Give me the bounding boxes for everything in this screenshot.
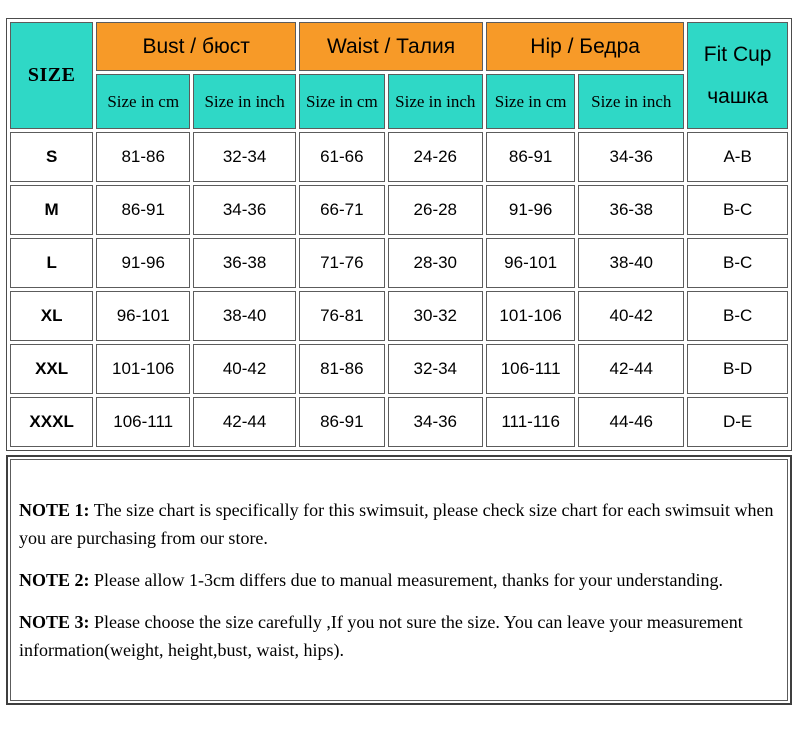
size-chart-table — [6, 18, 792, 451]
cup-cell: D-E — [687, 397, 788, 447]
table-row — [10, 291, 788, 341]
hip-cm-header: Size in cm — [486, 74, 575, 129]
bust-inch-cell: 36-38 — [193, 238, 296, 288]
hip-cm-cell: 101-106 — [486, 291, 575, 341]
waist-inch-cell: 28-30 — [388, 238, 483, 288]
waist-inch-cell: 30-32 — [388, 291, 483, 341]
size-cell: M — [10, 185, 93, 235]
size-cell: XXL — [10, 344, 93, 394]
hip-inch-cell: 44-46 — [578, 397, 684, 447]
bust-inch-cell: 38-40 — [193, 291, 296, 341]
hip-cm-cell: 96-101 — [486, 238, 575, 288]
bust-inch-header: Size in inch — [193, 74, 296, 129]
bust-cm-cell: 101-106 — [96, 344, 190, 394]
size-cell: S — [10, 132, 93, 182]
bust-inch-cell: 42-44 — [193, 397, 296, 447]
fit-cup-line2: чашка — [707, 84, 769, 108]
fit-cup-line1: Fit Cup — [703, 42, 772, 66]
size-column-header: SIZE — [10, 22, 93, 129]
hip-inch-cell: 42-44 — [578, 344, 684, 394]
note-2-text: Please allow 1-3cm differs due to manual measurement, thanks for your understanding. — [89, 570, 724, 590]
hip-cm-cell: 86-91 — [486, 132, 575, 182]
bust-inch-cell: 32-34 — [193, 132, 296, 182]
cup-cell: B-D — [687, 344, 788, 394]
hip-inch-cell: 40-42 — [578, 291, 684, 341]
waist-cm-cell: 71-76 — [299, 238, 385, 288]
table-row — [10, 185, 788, 235]
waist-cm-cell: 66-71 — [299, 185, 385, 235]
size-cell: L — [10, 238, 93, 288]
bust-cm-header: Size in cm — [96, 74, 190, 129]
hip-cm-cell: 111-116 — [486, 397, 575, 447]
table-row — [10, 132, 788, 182]
waist-inch-cell: 34-36 — [388, 397, 483, 447]
bust-cm-cell: 96-101 — [96, 291, 190, 341]
note-1-label: NOTE 1: — [19, 500, 90, 520]
waist-inch-header: Size in inch — [388, 74, 483, 129]
waist-cm-cell: 76-81 — [299, 291, 385, 341]
cup-cell: B-C — [687, 238, 788, 288]
table-row — [10, 344, 788, 394]
header-row-units — [10, 74, 788, 129]
hip-cm-cell: 106-111 — [486, 344, 575, 394]
note-3-label: NOTE 3: — [19, 612, 90, 632]
hip-cm-cell: 91-96 — [486, 185, 575, 235]
header-row-groups — [10, 22, 788, 71]
waist-inch-cell: 24-26 — [388, 132, 483, 182]
notes-box — [6, 455, 792, 705]
cup-cell: B-C — [687, 185, 788, 235]
size-cell: XXXL — [10, 397, 93, 447]
table-row — [10, 397, 788, 447]
notes-content — [10, 459, 788, 701]
hip-inch-cell: 36-38 — [578, 185, 684, 235]
bust-cm-cell: 81-86 — [96, 132, 190, 182]
waist-cm-cell: 86-91 — [299, 397, 385, 447]
note-2 — [19, 566, 777, 594]
bust-cm-cell: 106-111 — [96, 397, 190, 447]
waist-cm-cell: 61-66 — [299, 132, 385, 182]
hip-group-header: Hip / Бедра — [486, 22, 684, 71]
cup-cell: B-C — [687, 291, 788, 341]
bust-cm-cell: 86-91 — [96, 185, 190, 235]
note-2-label: NOTE 2: — [19, 570, 90, 590]
bust-inch-cell: 34-36 — [193, 185, 296, 235]
bust-inch-cell: 40-42 — [193, 344, 296, 394]
hip-inch-cell: 34-36 — [578, 132, 684, 182]
waist-inch-cell: 32-34 — [388, 344, 483, 394]
waist-group-header: Waist / Талия — [299, 22, 483, 71]
note-3 — [19, 608, 777, 664]
waist-cm-cell: 81-86 — [299, 344, 385, 394]
bust-cm-cell: 91-96 — [96, 238, 190, 288]
note-1 — [19, 496, 777, 552]
cup-cell: A-B — [687, 132, 788, 182]
waist-cm-header: Size in cm — [299, 74, 385, 129]
bust-group-header: Bust / бюст — [96, 22, 296, 71]
fit-cup-header — [687, 22, 788, 129]
size-cell: XL — [10, 291, 93, 341]
note-3-text: Please choose the size carefully ,If you not sure the size. You can leave your measurement information(weight, height,bust, waist, hips). — [19, 612, 743, 660]
waist-inch-cell: 26-28 — [388, 185, 483, 235]
hip-inch-cell: 38-40 — [578, 238, 684, 288]
note-1-text: The size chart is specifically for this swimsuit, please check size chart for each swimsuit when you are purchasing from our store. — [19, 500, 774, 548]
hip-inch-header: Size in inch — [578, 74, 684, 129]
table-row — [10, 238, 788, 288]
